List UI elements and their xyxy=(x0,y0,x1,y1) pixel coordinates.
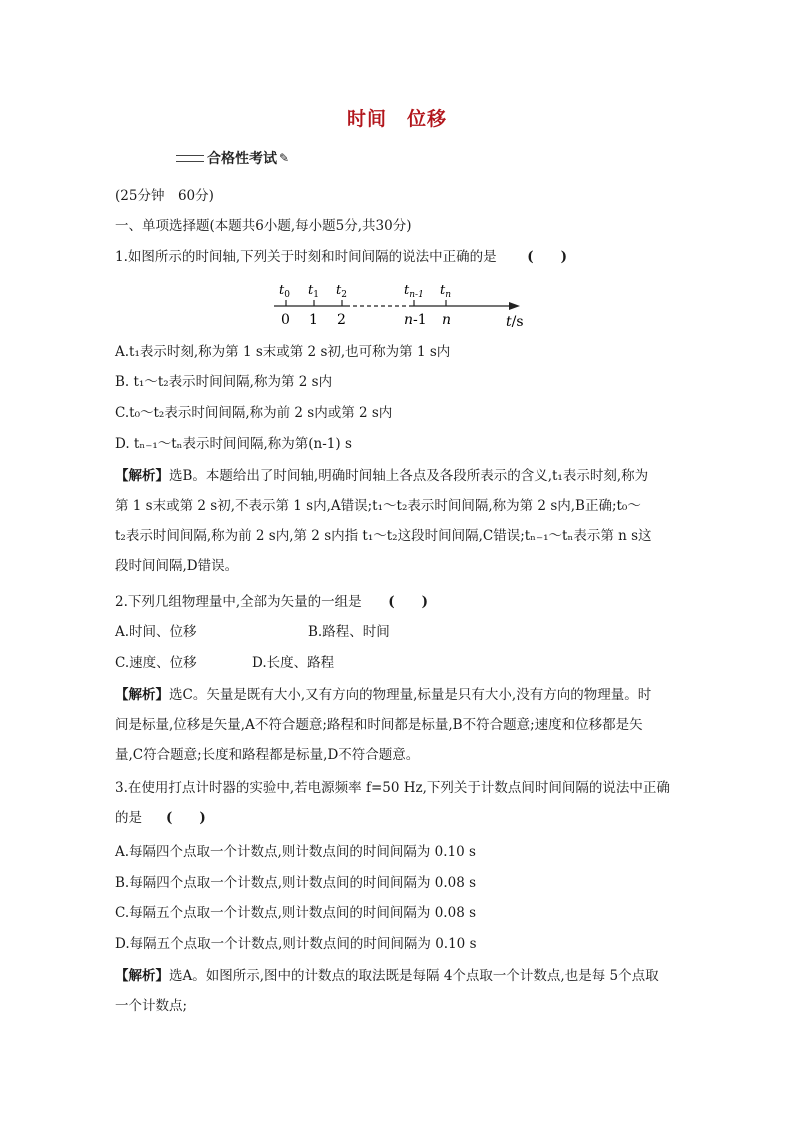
q2-analysis-line-2: 间是标量,位移是矢量,A不符合题意;路程和时间都是标量,B不符合题意;速度和位移都是矢 xyxy=(115,717,643,733)
pencil-icon: ✎ xyxy=(279,151,290,165)
q1-option-c: C.t₀～t₂表示时间间隔,称为前 2 s内或第 2 s内 xyxy=(115,405,393,421)
section-label: 合格性考试 xyxy=(207,151,277,167)
q2-stem xyxy=(115,592,428,612)
part-one-heading: 一、单项选择题(本题共6小题,每小题5分,共30分) xyxy=(115,218,412,234)
q1-analysis-line-4: 段时间间隔,D错误。 xyxy=(115,558,239,574)
q3-stem-line-2: 的是 ( ) xyxy=(115,810,206,826)
q2-option-b: B.路程、时间 xyxy=(308,624,390,640)
q1-analysis xyxy=(115,461,681,581)
q3-answer-bracket: ( ) xyxy=(166,810,206,826)
q3-analysis-tag: 【解析】 xyxy=(115,968,169,984)
q3-option-d: D.每隔五个点取一个计数点,则计数点间的时间间隔为 0.10 s xyxy=(115,936,477,952)
q1-analysis-tag: 【解析】 xyxy=(115,468,169,484)
q3-option-b: B.每隔四个点取一个计数点,则计数点间的时间间隔为 0.08 s xyxy=(115,875,477,891)
q3-option-a: A.每隔四个点取一个计数点,则计数点间的时间间隔为 0.10 s xyxy=(115,844,476,860)
value-0: 0 xyxy=(281,312,290,328)
q2-option-d: D.长度、路程 xyxy=(252,655,335,671)
axis-arrow-head xyxy=(509,302,520,310)
q2-answer-bracket: ( ) xyxy=(388,594,429,610)
label-tn: $t_n$ xyxy=(440,283,452,300)
value-n: n xyxy=(442,312,452,328)
section-header xyxy=(176,148,289,168)
q2-option-a: A.时间、位移 xyxy=(115,624,197,640)
q3-analysis-line-1: 【解析】选A。如图所示,图中的计数点的取法既是每隔 4个点取一个计数点,也是每 5个点取 xyxy=(115,968,659,984)
time-info: (25分钟 60分) xyxy=(115,188,214,204)
q2-analysis-line-3: 量,C符合题意;长度和路程都是标量,D不符合题意。 xyxy=(115,747,420,763)
value-n-1: n-1 xyxy=(404,312,427,328)
double-line-decoration xyxy=(176,155,204,162)
q1-stem xyxy=(115,247,567,267)
q2-analysis-tag: 【解析】 xyxy=(115,687,169,703)
value-1: 1 xyxy=(309,312,318,328)
q1-option-b: B. t₁～t₂表示时间间隔,称为第 2 s内 xyxy=(115,374,333,390)
q2-analysis-line-1: 【解析】选C。矢量是既有大小,又有方向的物理量,标量是只有大小,没有方向的物理量。时 xyxy=(115,687,652,703)
time-axis-diagram xyxy=(262,276,532,332)
page-title: 时间 位移 xyxy=(346,108,447,130)
q1-analysis-line-2: 第 1 s末或第 2 s初,不表示第 1 s内,A错误;t₁～t₂表示时间间隔,称为第 2 s内,B正确;t₀～ xyxy=(115,498,641,514)
q2-analysis xyxy=(115,680,681,770)
q1-option-a: A.t₁表示时刻,称为第 1 s末或第 2 s初,也可称为第 1 s内 xyxy=(115,344,451,360)
q2-stem-text: 2.下列几组物理量中,全部为矢量的一组是 xyxy=(115,594,362,610)
q1-answer-bracket: ( ) xyxy=(527,249,568,265)
q3-analysis-line-2: 一个计数点; xyxy=(115,998,188,1014)
q3-analysis xyxy=(115,961,681,1021)
q1-analysis-line-1: 【解析】选B。本题给出了时间轴,明确时间轴上各点及各段所表示的含义,t₁表示时刻,称为 xyxy=(115,468,649,484)
q2-option-c: C.速度、位移 xyxy=(115,655,197,671)
q3-stem-line-1: 3.在使用打点计时器的实验中,若电源频率 f=50 Hz,下列关于计数点间时间间隔的说法中正确 xyxy=(115,780,670,796)
label-t2: $t_2$ xyxy=(336,283,347,300)
value-2: 2 xyxy=(337,312,346,328)
q3-stem xyxy=(115,773,681,833)
label-t1: $t_1$ xyxy=(308,283,319,300)
q1-analysis-line-3: t₂表示时间间隔,称为前 2 s内,第 2 s内指 t₁～t₂这段时间间隔,C错误;tₙ₋₁～tₙ表示第 n s这 xyxy=(115,528,652,544)
label-tn-1: $t_{n-1}$ xyxy=(404,283,424,300)
label-t0: $t_0$ xyxy=(279,283,290,300)
q3-option-c: C.每隔五个点取一个计数点,则计数点间的时间间隔为 0.08 s xyxy=(115,905,476,921)
q1-option-d: D. tₙ₋₁～tₙ表示时间间隔,称为第(n-1) s xyxy=(115,436,352,452)
axis-unit-label: t/s xyxy=(506,314,524,330)
q1-stem-text: 1.如图所示的时间轴,下列关于时刻和时间间隔的说法中正确的是 xyxy=(115,249,497,265)
